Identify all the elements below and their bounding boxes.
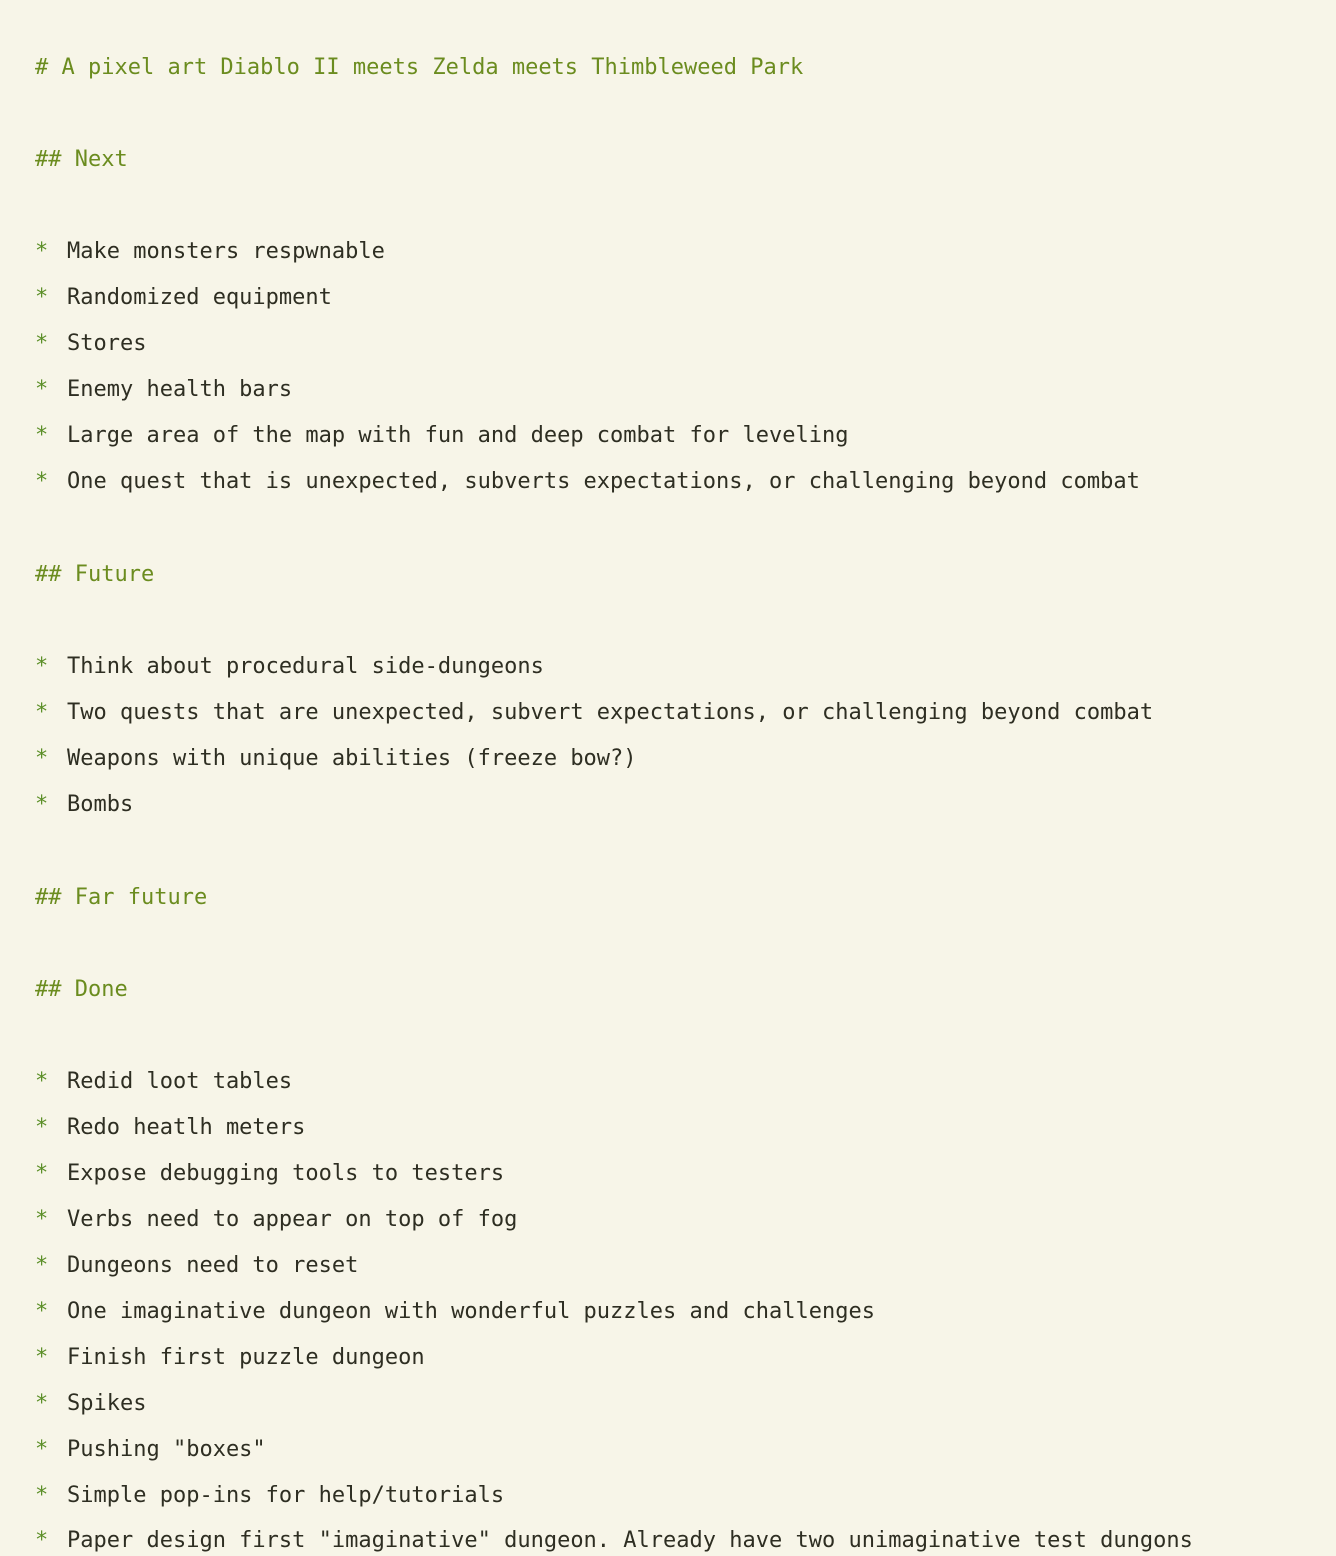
- list-item-text: One quest that is unexpected, subverts expectations, or challenging beyond combat: [67, 469, 1140, 494]
- list-item: [35, 1067, 292, 1097]
- bullet-icon: *: [35, 654, 49, 679]
- list-item: [35, 421, 848, 451]
- section-heading-done: ## Done: [35, 977, 128, 1002]
- list-item-text: Redo heatlh meters: [67, 1115, 306, 1140]
- list-item-text: Large area of the map with fun and deep combat for leveling: [67, 423, 849, 448]
- list-item-text: Expose debugging tools to testers: [67, 1161, 505, 1186]
- list-item-text: Redid loot tables: [67, 1069, 293, 1094]
- bullet-icon: *: [35, 792, 49, 817]
- list-item: [35, 329, 146, 359]
- list-item: [35, 1297, 875, 1327]
- bullet-icon: *: [35, 423, 49, 448]
- bullet-icon: *: [35, 1115, 49, 1140]
- list-item: [35, 652, 544, 682]
- bullet-icon: *: [35, 700, 49, 725]
- list-item: [35, 467, 1140, 497]
- list-item: [35, 375, 292, 405]
- list-item: [35, 237, 385, 267]
- section-heading-next: ## Next: [35, 147, 128, 172]
- list-item-text: Weapons with unique abilities (freeze bow?): [67, 746, 637, 771]
- page-title: # A pixel art Diablo II meets Zelda meets Thimbleweed Park: [35, 55, 804, 80]
- list-item: [35, 744, 637, 774]
- bullet-icon: *: [35, 746, 49, 771]
- bullet-icon: *: [35, 1253, 49, 1278]
- list-item: [35, 790, 133, 820]
- list-item: [35, 1159, 504, 1189]
- list-item-text: Randomized equipment: [67, 285, 332, 310]
- bullet-icon: *: [35, 1437, 49, 1462]
- section-heading-far-future: ## Far future: [35, 885, 208, 910]
- bullet-icon: *: [35, 1299, 49, 1324]
- bullet-icon: *: [35, 1161, 49, 1186]
- list-item-text: Pushing "boxes": [67, 1437, 266, 1462]
- list-item-text: Think about procedural side-dungeons: [67, 654, 544, 679]
- bullet-icon: *: [35, 1391, 49, 1416]
- bullet-icon: *: [35, 469, 49, 494]
- bullet-icon: *: [35, 331, 49, 356]
- list-item: [35, 1251, 358, 1281]
- list-item-text: Verbs need to appear on top of fog: [67, 1207, 518, 1232]
- list-item-text: Finish first puzzle dungeon: [67, 1345, 425, 1370]
- list-item: [35, 1481, 504, 1511]
- list-item: [35, 1205, 517, 1235]
- list-item-text: Two quests that are unexpected, subvert expectations, or challenging beyond combat: [67, 700, 1154, 725]
- bullet-icon: *: [35, 1345, 49, 1370]
- list-item: [35, 698, 1153, 728]
- bullet-icon: *: [35, 1528, 49, 1553]
- bullet-icon: *: [35, 285, 49, 310]
- list-item: [35, 1389, 146, 1419]
- bullet-icon: *: [35, 1207, 49, 1232]
- list-item: [35, 1343, 425, 1373]
- bullet-icon: *: [35, 239, 49, 264]
- list-item: [35, 1526, 1193, 1556]
- list-item: [35, 1113, 305, 1143]
- list-item-text: Enemy health bars: [67, 377, 293, 402]
- list-item-text: Dungeons need to reset: [67, 1253, 359, 1278]
- section-heading-future: ## Future: [35, 562, 155, 587]
- list-item-text: Stores: [67, 331, 147, 356]
- list-item-text: Simple pop-ins for help/tutorials: [67, 1483, 505, 1508]
- list-item: [35, 283, 332, 313]
- list-item-text: Make monsters respwnable: [67, 239, 385, 264]
- list-item-text: Bombs: [67, 792, 134, 817]
- bullet-icon: *: [35, 1483, 49, 1508]
- bullet-icon: *: [35, 1069, 49, 1094]
- list-item: [35, 1435, 266, 1465]
- list-item-text: Paper design first "imaginative" dungeon. Already have two unimaginative test dungons: [67, 1528, 1193, 1553]
- list-item-text: Spikes: [67, 1391, 147, 1416]
- list-item-text: One imaginative dungeon with wonderful puzzles and challenges: [67, 1299, 875, 1324]
- bullet-icon: *: [35, 377, 49, 402]
